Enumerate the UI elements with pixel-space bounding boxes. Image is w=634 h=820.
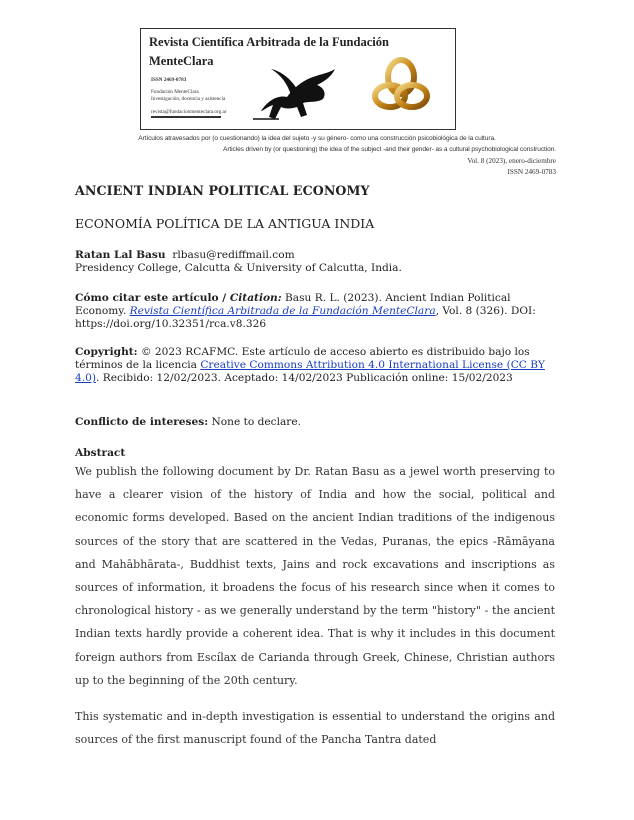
article-title-es: ECONOMÍA POLÍTICA DE LA ANTIGUA INDIA xyxy=(75,216,375,231)
article-title-en: ANCIENT INDIAN POLITICAL ECONOMY xyxy=(75,183,370,198)
banner-underline xyxy=(151,116,221,118)
cite-label: Cómo citar este artículo / xyxy=(75,292,230,304)
author-block xyxy=(75,249,555,275)
header-issn: ISSN 2469-0783 xyxy=(507,168,556,176)
banner-tagline: Investigación, docencia y asistencia xyxy=(151,96,226,102)
pegasus-logo-icon xyxy=(251,59,341,129)
knot-logo-icon xyxy=(366,49,436,119)
journal-banner xyxy=(140,28,456,130)
cite-journal-link[interactable]: Revista Científica Arbitrada de la Fundación MenteClara xyxy=(129,305,436,317)
copyright-label: Copyright: xyxy=(75,346,138,358)
abstract-heading: Abstract xyxy=(75,447,126,459)
conflict-block xyxy=(75,416,555,429)
author-affiliation: Presidency College, Calcutta & University of Calcutta, India. xyxy=(75,262,402,274)
header-line-es: Artículos atravesados por (o cuestionando) la idea del sujeto -y su género- como una construcción psicobiológica de la cultura. xyxy=(138,135,496,142)
conflict-text: None to declare. xyxy=(208,416,301,428)
citation-block xyxy=(75,292,555,331)
cite-label-en: Citation: xyxy=(229,292,282,304)
conflict-label: Conflicto de intereses: xyxy=(75,416,209,428)
header-line-en: Articles driven by (or questioning) the idea of the subject -and their gender- as a cultural psychobiological construction. xyxy=(223,146,556,153)
journal-title: Revista Científica Arbitrada de la Fundación xyxy=(149,35,389,49)
copyright-text: © 2023 RCAFMC. Este artículo de acceso abierto es distribuido bajo los términos de la licencia xyxy=(75,346,530,371)
cite-text: Basu R. L. (2023). Ancient Indian Political Economy. xyxy=(75,292,511,317)
journal-subtitle: MenteClara xyxy=(149,54,214,68)
copyright-tail: . Recibido: 12/02/2023. Aceptado: 14/02/2023 Publicación online: 15/02/2023 xyxy=(95,372,513,384)
cite-tail: , Vol. 8 (326). DOI: https://doi.org/10.32351/rca.v8.326 xyxy=(75,305,536,330)
author-name: Ratan Lal Basu xyxy=(75,249,166,261)
header-volume: Vol. 8 (2023), enero-diciembre xyxy=(467,157,556,165)
copyright-block xyxy=(75,346,555,385)
banner-issn: ISSN 2469-0783 xyxy=(151,77,187,83)
banner-foundation: Fundación MenteClara xyxy=(151,89,199,95)
abstract-paragraph-1: We publish the following document by Dr. Ratan Basu as a jewel worth preserving to have a clearer vision of the history of India and how the social, political and economic forms developed. Based on the ancient Indian traditions of the indigenous sources of the story that are scattered in the Vedas, Puranas, the epics -Rāmāyana and Mahābhārata-, Buddhist texts, Jains and rock excavations and inscriptions as sources of information, it broadens the focus of his research since when it comes to chronological history - as we generally understand by the term "history" - the ancient Indian texts hardly provide a coherent idea. That is why it includes in this document foreign authors from Escílax de Carianda through Greek, Chinese, Christian authors up to the beginning of the 20th century. xyxy=(75,465,555,687)
license-link[interactable]: Creative Commons Attribution 4.0 International License (CC BY 4.0) xyxy=(75,359,545,384)
abstract-paragraph-2: This systematic and in-depth investigation is essential to understand the origins and sources of the first manuscript found of the Pancha Tantra dated xyxy=(75,710,555,747)
banner-email: revista@fundacionmenteclara.org.ar xyxy=(151,109,227,115)
author-email[interactable]: rlbasu@rediffmail.com xyxy=(172,249,295,261)
